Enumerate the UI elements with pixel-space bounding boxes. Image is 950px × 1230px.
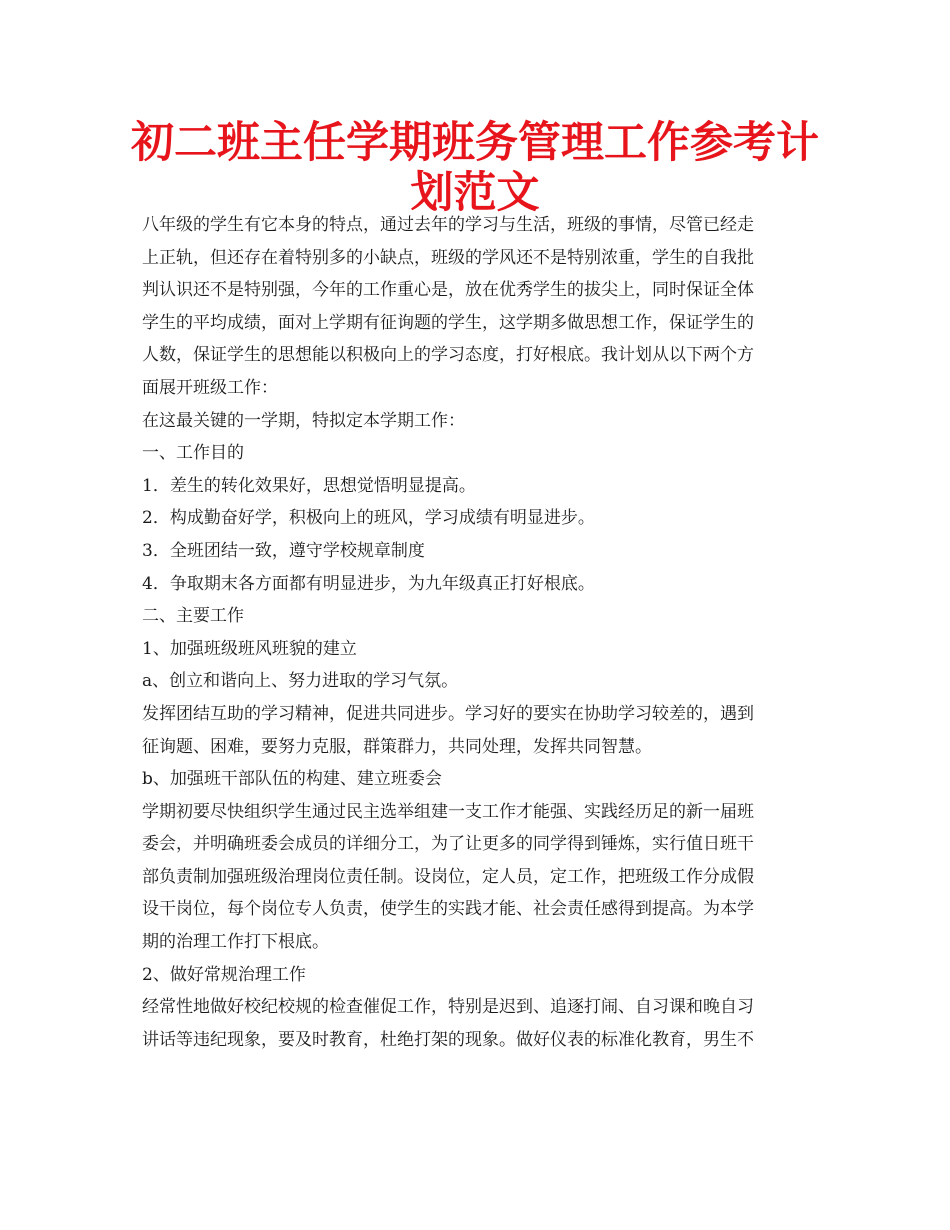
body-line: 委会，并明确班委会成员的详细分工，为了让更多的同学得到锤炼，实行值日班干 [142, 834, 754, 855]
body-line: 在这最关键的一学期，特拟定本学期工作： [142, 410, 465, 431]
list-item: 3．全班团结一致，遵守学校规章制度 [142, 540, 425, 561]
list-item: 1．差生的转化效果好，思想觉悟明显提高。 [142, 475, 476, 496]
subsection-heading: 1、加强班级班风班貌的建立 [142, 638, 357, 659]
list-item: 2．构成勤奋好学，积极向上的班风，学习成绩有明显进步。 [142, 508, 595, 529]
body-line: 判认识还不是特别强，今年的工作重心是，放在优秀学生的拔尖上，同时保证全体 [142, 280, 754, 301]
subsection-heading: b、加强班干部队伍的构建、建立班委会 [142, 769, 442, 790]
body-line: 发挥团结互助的学习精神，促进共同进步。学习好的要实在协助学习较差的，遇到 [142, 703, 754, 724]
body-line: 学期初要尽快组织学生通过民主选举组建一支工作才能强、实践经历足的新一届班 [142, 801, 754, 822]
body-line: 八年级的学生有它本身的特点，通过去年的学习与生活，班级的事情，尽管已经走 [142, 215, 754, 235]
body-line: 上正轨，但还存在着特别多的小缺点，班级的学风还不是特别浓重，学生的自我批 [142, 247, 754, 268]
list-item: 4．争取期末各方面都有明显进步，为九年级真正打好根底。 [142, 573, 595, 594]
body-line: 经常性地做好校纪校规的检查催促工作，特别是迟到、追逐打闹、自习课和晚自习 [142, 997, 754, 1018]
body-line: 设干岗位，每个岗位专人负责，使学生的实践才能、社会责任感得到提高。为本学 [142, 899, 754, 920]
document-body [142, 209, 814, 1056]
body-line: 面展开班级工作： [142, 377, 278, 398]
body-line: 期的治理工作打下根底。 [142, 932, 329, 953]
body-line: 讲话等违纪现象，要及时教育，杜绝打架的现象。做好仪表的标准化教育，男生不 [142, 1029, 754, 1050]
body-line: 部负责制加强班级治理岗位责任制。设岗位，定人员，定工作，把班级工作分成假 [142, 866, 754, 887]
document-title: 初二班主任学期班务管理工作参考计划范文 [131, 118, 819, 218]
body-line: 人数，保证学生的思想能以积极向上的学习态度，打好根底。我计划从以下两个方 [142, 345, 754, 366]
body-line: 学生的平均成绩，面对上学期有征询题的学生，这学期多做思想工作，保证学生的 [142, 312, 754, 333]
subsection-heading: a、创立和谐向上、努力进取的学习气氛。 [142, 671, 459, 692]
subsection-heading: 2、做好常规治理工作 [142, 964, 306, 985]
body-line: 征询题、困难，要努力克服，群策群力，共同处理，发挥共同智慧。 [142, 736, 652, 757]
section-heading: 一、工作目的 [142, 443, 244, 464]
section-heading: 二、主要工作 [142, 606, 244, 627]
